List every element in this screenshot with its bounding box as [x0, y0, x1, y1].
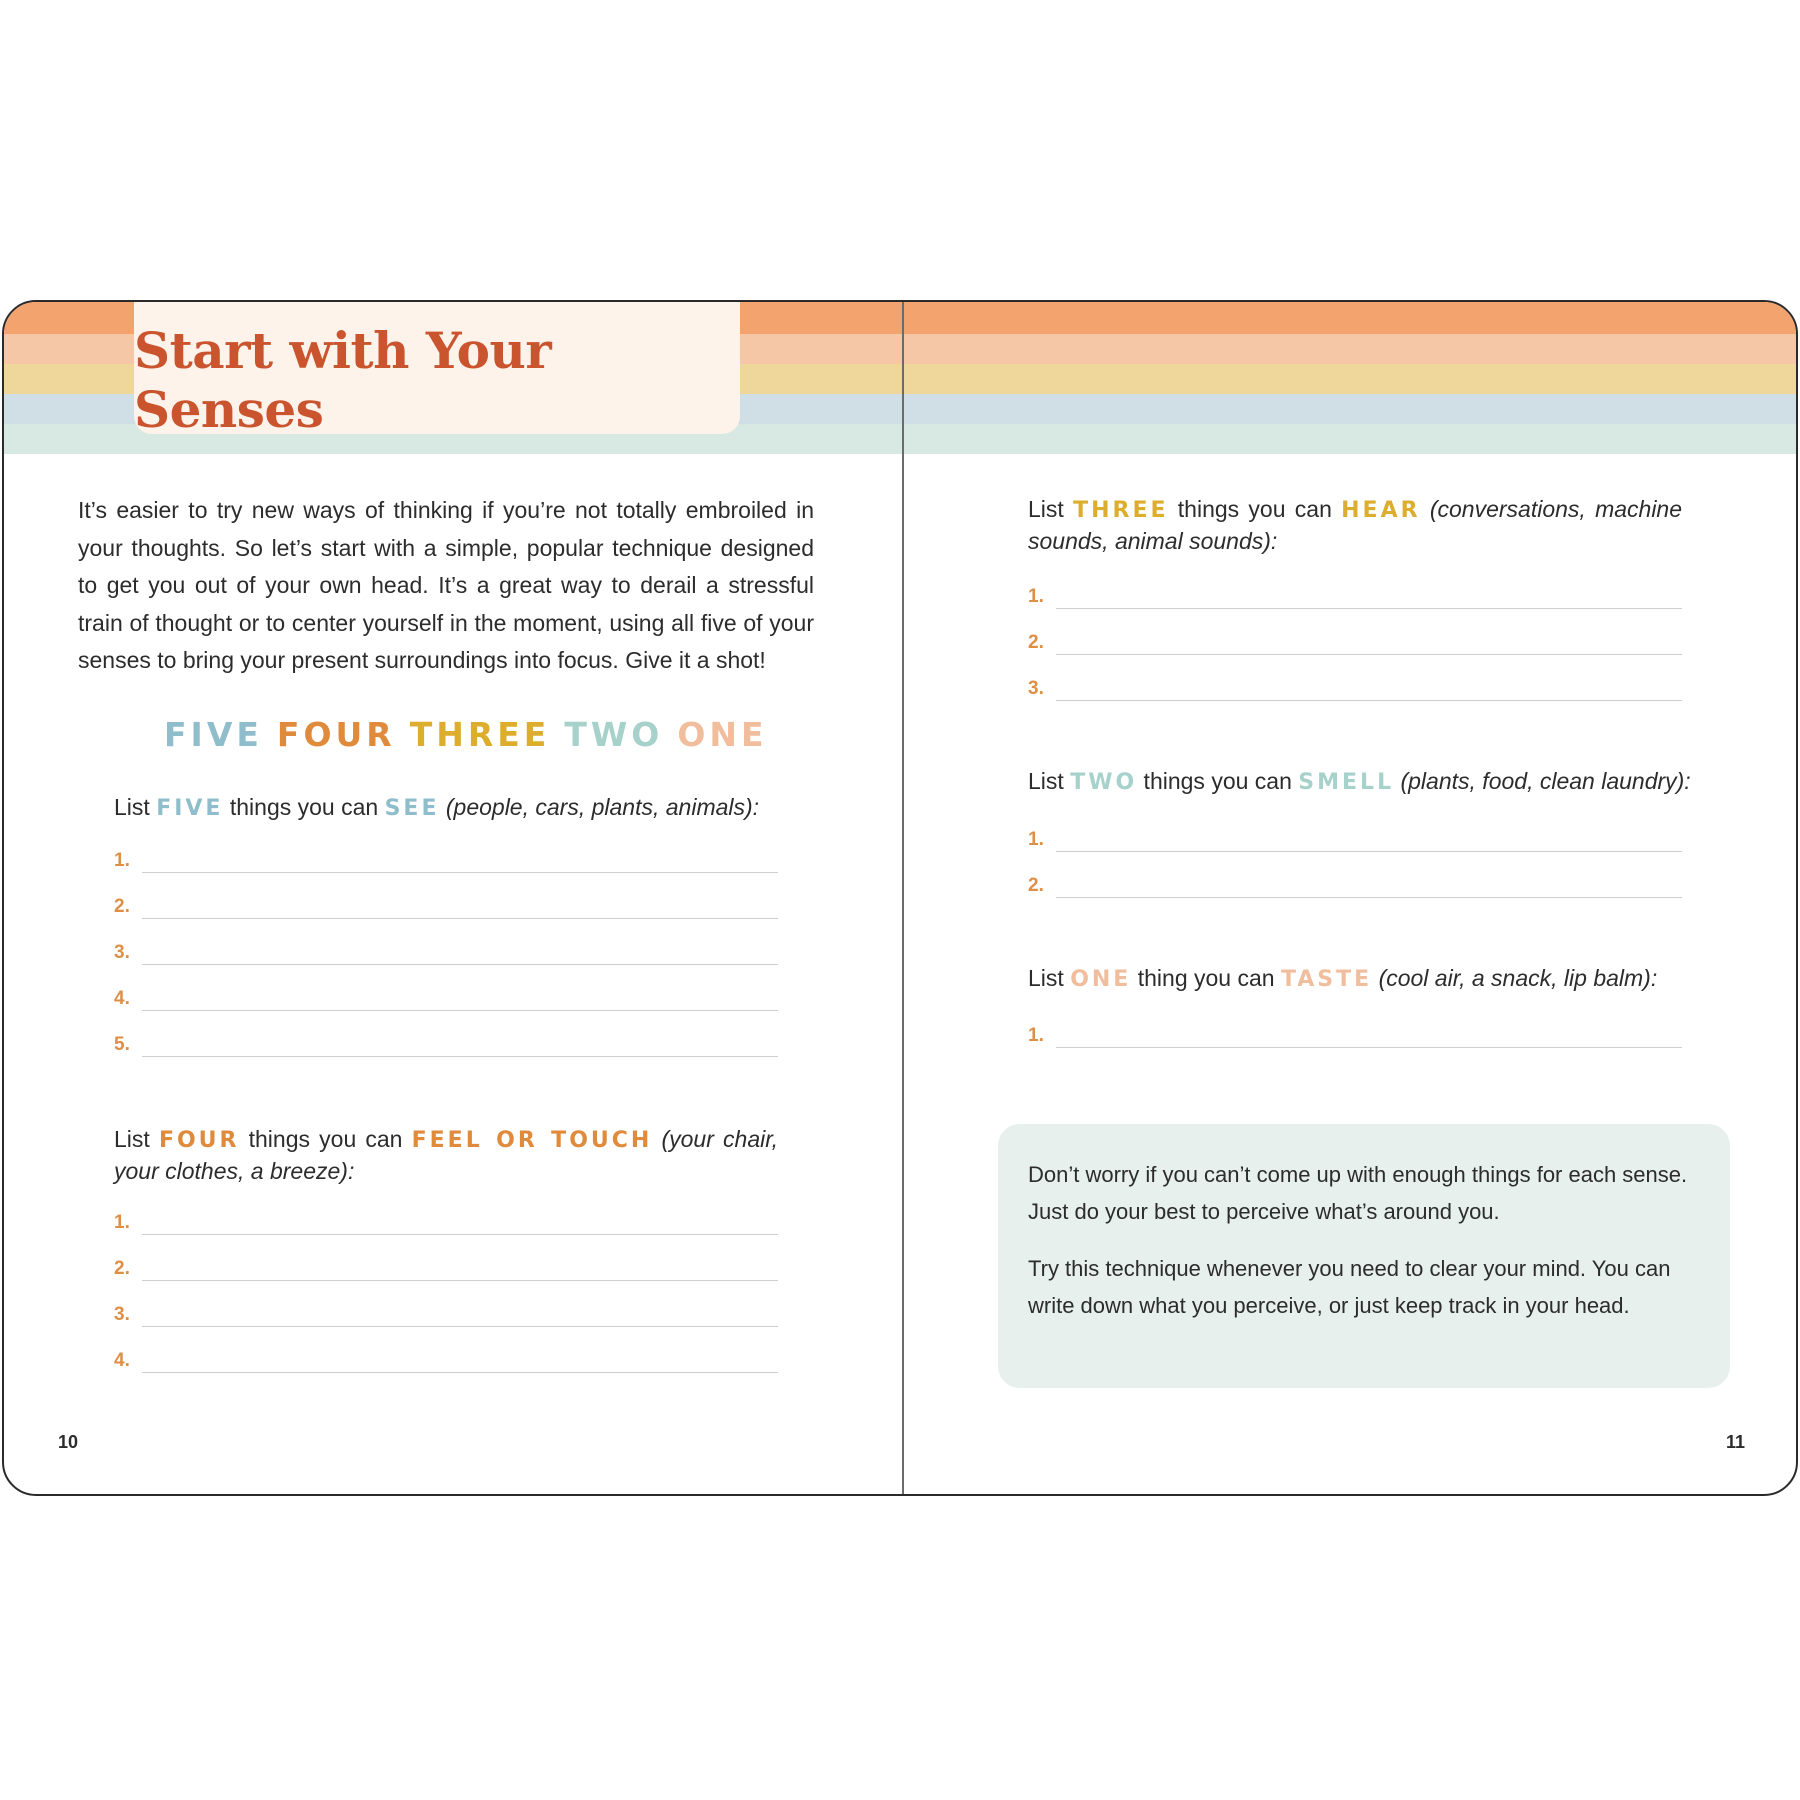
hear-line-3[interactable]: 3.	[1028, 678, 1682, 724]
taste-examples: (cool air, a snack, lip balm):	[1378, 965, 1658, 991]
tip-paragraph-1: Don’t worry if you can’t come up with enough things for each sense. Just do your best to perceive what’s around you.	[1028, 1162, 1688, 1224]
page-title: Start with Your Senses	[134, 321, 552, 439]
title-tab	[134, 302, 740, 439]
taste-line-1[interactable]: 1.	[1028, 1025, 1682, 1071]
taste-count: ONE	[1070, 967, 1132, 992]
book-spine	[902, 302, 904, 1494]
see-sense: SEE	[384, 796, 440, 821]
touch-line-4[interactable]: 4.	[114, 1350, 778, 1396]
touch-line-2[interactable]: 2.	[114, 1258, 778, 1304]
smell-list	[1028, 829, 1682, 921]
see-examples: (people, cars, plants, animals):	[445, 794, 760, 820]
tip-paragraph-2: Try this technique whenever you need to clear your mind. You can write down what you perceive, or just keep track in your head.	[1028, 1256, 1671, 1318]
touch-line-3[interactable]: 3.	[114, 1304, 778, 1350]
touch-line-1[interactable]: 1.	[114, 1212, 778, 1258]
countdown-four: FOUR	[276, 715, 396, 754]
see-count: FIVE	[156, 796, 224, 821]
countdown-three: THREE	[409, 715, 551, 754]
see-list	[114, 850, 778, 1080]
taste-list	[1028, 1025, 1682, 1071]
touch-sense: FEEL OR TOUCH	[411, 1128, 653, 1153]
page-number-left: 10	[58, 1432, 79, 1452]
touch-prompt: List FOUR things you can FEEL OR TOUCH (your chair, your clothes, a breeze):	[114, 1126, 779, 1184]
countdown-row	[164, 715, 782, 754]
touch-examples: (your chair, your clothes, a breeze):	[114, 1126, 779, 1184]
hear-count: THREE	[1073, 498, 1169, 523]
tip-box	[998, 1124, 1730, 1388]
touch-list	[114, 1212, 778, 1396]
smell-prompt: List TWO things you can SMELL (plants, food, clean laundry):	[1028, 768, 1691, 795]
smell-examples: (plants, food, clean laundry):	[1400, 768, 1691, 794]
smell-count: TWO	[1070, 770, 1138, 795]
see-prompt: List FIVE things you can SEE (people, cars, plants, animals):	[114, 794, 760, 821]
taste-sense: TASTE	[1280, 967, 1373, 992]
taste-prompt: List ONE thing you can TASTE (cool air, a snack, lip balm):	[1028, 965, 1658, 992]
smell-sense: SMELL	[1298, 770, 1395, 795]
smell-line-2[interactable]: 2.	[1028, 875, 1682, 921]
hear-line-1[interactable]: 1.	[1028, 586, 1682, 632]
book-spread	[2, 300, 1798, 1496]
see-line-1[interactable]: 1.	[114, 850, 778, 896]
hear-sense: HEAR	[1341, 498, 1421, 523]
see-line-4[interactable]: 4.	[114, 988, 778, 1034]
touch-count: FOUR	[158, 1128, 240, 1153]
smell-line-1[interactable]: 1.	[1028, 829, 1682, 875]
hear-prompt: List THREE things you can HEAR (conversations, machine sounds, animal sounds):	[1028, 496, 1683, 554]
countdown-one: ONE	[677, 715, 768, 754]
countdown-five: FIVE	[164, 715, 263, 754]
see-line-5[interactable]: 5.	[114, 1034, 778, 1080]
hear-line-2[interactable]: 2.	[1028, 632, 1682, 678]
page-number-right: 11	[1726, 1432, 1746, 1452]
see-line-3[interactable]: 3.	[114, 942, 778, 988]
hear-list	[1028, 586, 1682, 724]
hear-examples: (conversations, machine sounds, animal sounds):	[1028, 496, 1683, 554]
countdown-two: TWO	[564, 715, 664, 754]
see-line-2[interactable]: 2.	[114, 896, 778, 942]
intro-paragraph: It’s easier to try new ways of thinking if you’re not totally embroiled in your thoughts. So let’s start with a simple, popular technique designed to get you out of your own head. It’s a great way to derail a stressful train of thought or to center yourself in the moment, using all five of your senses to bring your present surroundings into focus. Give it a shot!	[78, 497, 814, 673]
